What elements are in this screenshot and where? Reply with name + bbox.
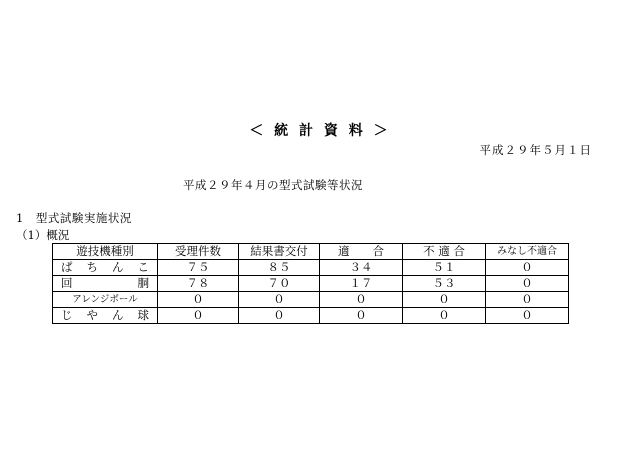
table-header-row <box>53 244 569 260</box>
row-label: じ や ん 球 <box>53 308 158 324</box>
header-conforming: 適 合 <box>320 244 403 260</box>
table-cell: ５１ <box>403 260 486 276</box>
table-cell: ３４ <box>320 260 403 276</box>
header-deemed-nonconforming: みなし不適合 <box>486 244 569 260</box>
table-row <box>53 260 569 276</box>
table-cell: ０ <box>158 308 239 324</box>
table-cell: ０ <box>320 292 403 308</box>
header-machine-type: 遊技機種別 <box>53 244 158 260</box>
document-subtitle: 平成２９年４月の型式試験等状況 <box>183 178 363 192</box>
table-cell: ０ <box>158 292 239 308</box>
table-cell: ０ <box>403 308 486 324</box>
table-cell: ７０ <box>239 276 320 292</box>
header-nonconforming: 不 適 合 <box>403 244 486 260</box>
table-cell: ０ <box>486 292 569 308</box>
table-cell: ０ <box>486 276 569 292</box>
summary-table <box>52 243 569 324</box>
document-title: ＜ 統 計 資 料 ＞ <box>249 123 391 139</box>
row-label: 回 胴 <box>53 276 158 292</box>
table-cell: ８５ <box>239 260 320 276</box>
row-label: ぱ ち ん こ <box>53 260 158 276</box>
table-cell: ０ <box>239 308 320 324</box>
subsection-heading: （1）概況 <box>16 228 70 242</box>
table-cell: ０ <box>486 260 569 276</box>
document-date: 平成２９年５月１日 <box>479 143 592 157</box>
table-row <box>53 276 569 292</box>
table-cell: ０ <box>320 308 403 324</box>
section-heading: 1 型式試験実施状況 <box>16 211 132 225</box>
header-results-issued: 結果書交付 <box>239 244 320 260</box>
table-cell: ０ <box>403 292 486 308</box>
table-cell: ５３ <box>403 276 486 292</box>
header-received: 受理件数 <box>158 244 239 260</box>
table-cell: ７５ <box>158 260 239 276</box>
table-row <box>53 292 569 308</box>
table-row <box>53 308 569 324</box>
row-label: アレンジボール <box>53 292 158 308</box>
table-cell: １７ <box>320 276 403 292</box>
table-cell: ７８ <box>158 276 239 292</box>
table-cell: ０ <box>486 308 569 324</box>
table-cell: ０ <box>239 292 320 308</box>
